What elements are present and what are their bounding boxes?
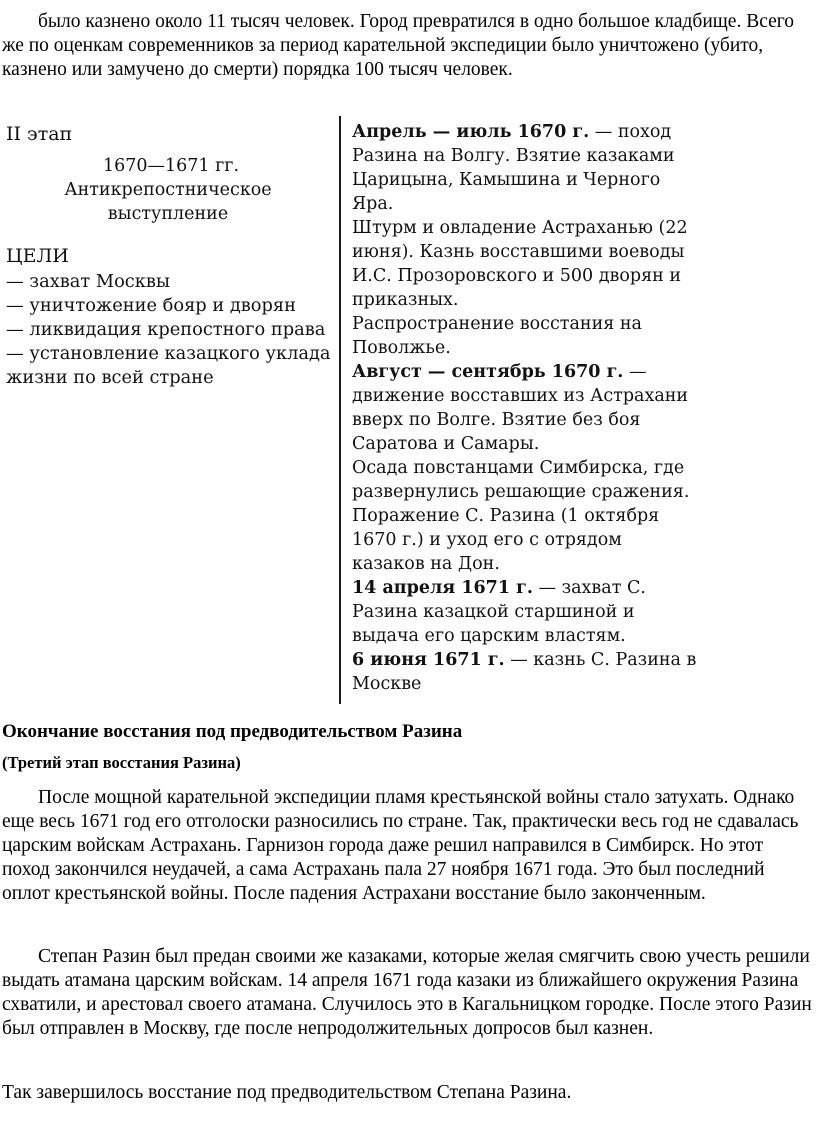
stage-subtitle: Антикрепостническое выступление [64, 180, 272, 224]
event-text: — движение восставших из Астрахани вверх по Волге. Взятие без боя Саратова и Самары. [352, 362, 689, 454]
stage-overview-column [6, 122, 336, 390]
stage-label: II этап [6, 123, 73, 145]
body-paragraph [2, 786, 812, 906]
event-text: Распространение восстания на Поволжье. [352, 314, 642, 358]
event-item [352, 216, 697, 312]
event-text: Осада повстанцами Симбирска, где развернулись решающие сражения. Поражение С. Разина (1 октября 1670 г.) и уход его с отрядом казаков на Дон. [352, 458, 690, 574]
section-heading: Окончание восстания под предводительством Разина [2, 721, 463, 742]
event-date: 6 июня 1671 г. [352, 650, 505, 670]
intro-paragraph [2, 10, 810, 82]
section-subheading: (Третий этап восстания Разина) [2, 753, 241, 772]
event-text: — поход Разина на Волгу. Взятие казаками Царицына, Камышина и Черного Яра. [352, 122, 675, 214]
event-item [352, 648, 697, 696]
event-text: Штурм и овладение Астраханью (22 июня). Казнь восставшими воеводы И.С. Прозоровского и 500 дворян и приказных. [352, 218, 688, 310]
column-divider [339, 116, 341, 704]
event-date: Апрель — июль 1670 г. [352, 122, 590, 142]
event-date: 14 апреля 1671 г. [352, 578, 533, 598]
event-item [352, 360, 697, 456]
body-paragraph [2, 945, 812, 1041]
event-date: Август — сентябрь 1670 г. [352, 362, 624, 382]
closing-paragraph [2, 1081, 812, 1105]
goal-item: — установление казацкого уклада [6, 343, 331, 364]
goals-list [6, 270, 336, 390]
event-item [352, 120, 697, 216]
event-item [352, 456, 697, 576]
stage-dates: 1670—1671 гг. [102, 156, 240, 176]
goal-item: — уничтожение бояр и дворян [6, 295, 296, 316]
event-item [352, 312, 697, 360]
paragraph-text: Степан Разин был предан своими же казаками, которые желая смягчить свою учесть решили выдать атамана царским войскам. 14 апреля 1671 года казаки из ближайшего окружения Разина схватили, и арестовал своего атамана. Случилось это в Кагальницком городке. После этого Разин был отправлен в Москву, где после непродолжительных допросов был казнен. [2, 946, 812, 1039]
event-item [352, 576, 697, 648]
goals-label: ЦЕЛИ [6, 245, 69, 267]
paragraph-text: После мощной карательной экспедиции пламя крестьянской войны стало затухать. Однако еще весь 1671 год его отголоски разносились по стране. Так, практически весь год не сдавалась царским войскам Астрахань. Гарнизон города даже решил направился в Симбирск. Но этот поход закончился неудачей, а сама Астрахань пала 27 ноября 1671 года. Это был последний оплот крестьянской войны. После падения Астрахани восстание было законченным. [2, 787, 799, 904]
event-text: — захват С. Разина казацкой старшиной и выдача его царским властям. [352, 578, 646, 646]
paragraph-text: Так завершилось восстание под предводительством Степана Разина. [2, 1082, 572, 1103]
event-text: — казнь С. Разина в Москве [352, 650, 697, 694]
goal-item: жизни по всей стране [6, 367, 214, 388]
intro-text: было казнено около 11 тысяч человек. Город превратился в одно большое кладбище. Всего же по оценкам современников за период карательной экспедиции было уничтожено (убито, казнено или замучено до смерти) порядка 100 тысяч человек. [2, 11, 795, 80]
stage-table [0, 116, 700, 706]
goal-item: — ликвидация крепостного права [6, 319, 326, 340]
events-column [352, 120, 697, 696]
goal-item: — захват Москвы [6, 271, 171, 292]
